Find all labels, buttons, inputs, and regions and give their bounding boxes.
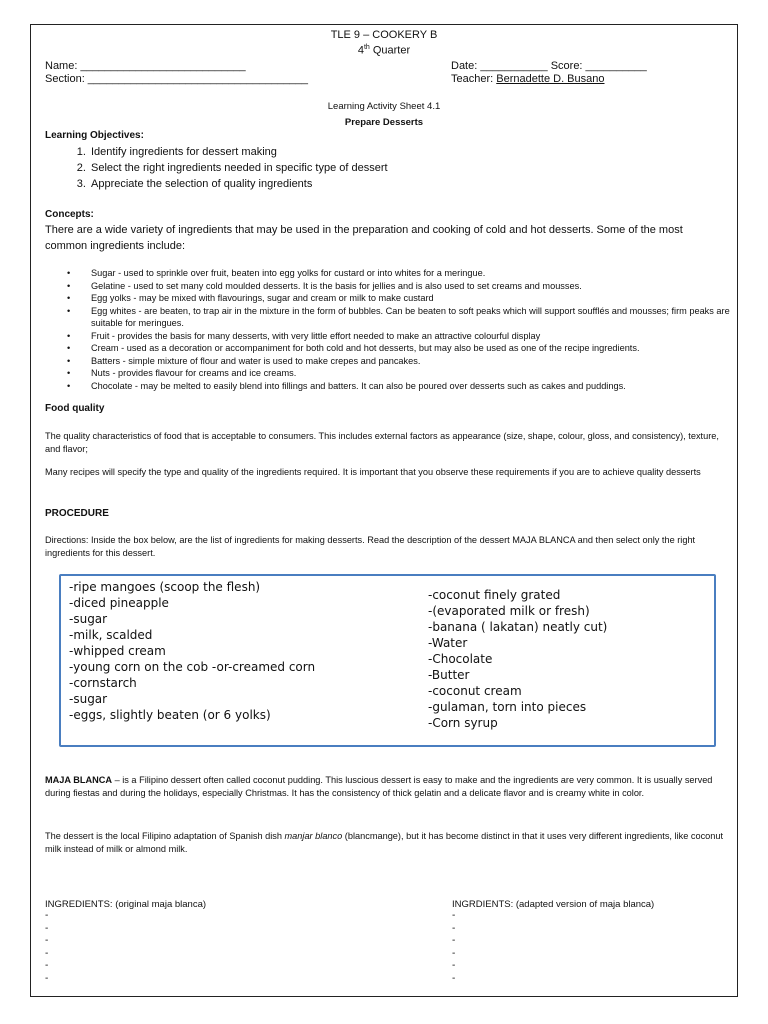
maja-blanca-description: [45, 774, 725, 799]
bullet-item: • Egg yolks - may be mixed with flavourings, sugar and cream or milk to make custard: [91, 292, 741, 305]
concepts-intro: There are a wide variety of ingredients that may be used in the preparation and cooking of cold and hot desserts. Some of the most common ingredients include:: [45, 224, 683, 252]
bullet-item: • Nuts - provides flavour for creams and ice creams.: [91, 367, 741, 380]
ingredient-option[interactable]: -whipped cream: [69, 644, 166, 658]
adaptation-text-pre: The dessert is the local Filipino adaptation of Spanish dish: [45, 831, 285, 841]
teacher-label: Teacher:: [451, 73, 497, 85]
answer-line[interactable]: -: [45, 935, 49, 946]
maja-blanca-name: MAJA BLANCA: [45, 775, 113, 785]
answer-line[interactable]: -: [45, 960, 49, 971]
ingredient-option[interactable]: -Chocolate: [428, 652, 493, 666]
ingredient-option[interactable]: -coconut finely grated: [428, 588, 561, 602]
answer-line[interactable]: -: [452, 910, 456, 921]
ingredient-column-left: [69, 579, 315, 723]
bullet-item: • Gelatine - used to set many cold moulded desserts. It is the basis for jellies and is also used to set creams and mousses.: [91, 280, 741, 293]
quarter-label: Quarter: [369, 44, 411, 57]
food-quality-heading: Food quality: [45, 403, 105, 414]
objective-item: 1. Identify ingredients for dessert making: [89, 144, 388, 160]
adapted-ingredients-answers: [452, 910, 455, 985]
teacher-name: Bernadette D. Busano: [496, 73, 605, 85]
concepts-heading: Concepts:: [45, 209, 94, 220]
teacher-line: [451, 73, 605, 85]
quarter-suffix: th: [363, 44, 370, 51]
adaptation-text-post: (blancmange), but it has become distinct in that it uses very different ingredients, like coconut milk instead of milk or almond milk.: [45, 831, 724, 854]
maja-blanca-text: – is a Filipino dessert often called coconut pudding. This luscious dessert is easy to make and the ingredients are very common. It is usually served during fiestas and during the holidays, especially Christmas. It has the consistency of thick gelatin and a delicate flavor and is creamy white in color.: [45, 775, 713, 798]
procedure-directions: Directions: Inside the box below, are the list of ingredients for making desserts. Read the description of the dessert MAJA BLANCA and then select only the right ingredients for this dessert.: [45, 535, 696, 558]
ingredient-option[interactable]: -cornstarch: [69, 676, 137, 690]
ingredient-option[interactable]: -coconut cream: [428, 684, 522, 698]
bullet-item: • Batters - simple mixture of flour and water is used to make crepes and pancakes.: [91, 355, 741, 368]
topic-title: Prepare Desserts: [344, 117, 424, 128]
ingredient-option[interactable]: -ripe mangoes (scoop the flesh): [69, 580, 261, 594]
ingredient-option[interactable]: -(evaporated milk or fresh): [428, 604, 590, 618]
ingredient-option[interactable]: -sugar: [69, 692, 108, 706]
adapted-ingredients-label: INGRDIENTS: (adapted version of maja blanca): [452, 899, 655, 910]
original-ingredients-label: INGREDIENTS: (original maja blanca): [45, 899, 207, 910]
ingredient-option[interactable]: -diced pineapple: [69, 596, 169, 610]
maja-blanca-adaptation: [45, 830, 725, 855]
answer-line[interactable]: -: [45, 947, 49, 959]
quarter-number: 4: [357, 44, 364, 57]
answer-line[interactable]: -: [452, 935, 456, 946]
ingredient-option[interactable]: -eggs, slightly beaten (or 6 yolks): [69, 708, 271, 722]
ingredient-option[interactable]: -milk, scalded: [69, 628, 153, 642]
answer-line[interactable]: -: [45, 972, 49, 984]
ingredient-option[interactable]: -young corn on the cob -or-creamed corn: [69, 660, 316, 674]
answer-line[interactable]: -: [452, 947, 456, 959]
worksheet-page: [30, 24, 738, 997]
bullet-item: • Fruit - provides the basis for many desserts, with very little effort needed to make an attractive colourful display: [91, 330, 741, 343]
bullet-item: • Egg whites - are beaten, to trap air in the mixture in the form of bubbles. Can be beaten to soft peaks which will support soufflés and mousses; firm peaks are suitable for meringues.: [91, 305, 741, 330]
ingredient-option[interactable]: -Water: [428, 636, 468, 650]
ingredient-option[interactable]: -Corn syrup: [428, 716, 498, 730]
ingredient-option[interactable]: -Butter: [428, 668, 470, 682]
answer-line[interactable]: -: [452, 972, 456, 984]
food-quality-para1: The quality characteristics of food that is acceptable to consumers. This includes external factors as appearance (size, shape, colour, gloss, and consistency), texture, and flavor;: [45, 431, 719, 454]
answer-line[interactable]: -: [45, 922, 49, 934]
ingredients-bullet-list: [65, 267, 741, 392]
ingredient-option[interactable]: -gulaman, torn into pieces: [428, 700, 587, 714]
objectives-list: [69, 144, 388, 192]
procedure-heading: PROCEDURE: [45, 508, 109, 519]
section-field[interactable]: Section: ____________________________________: [45, 73, 309, 85]
bullet-item: • Sugar - used to sprinkle over fruit, beaten into egg yolks for custard or into whites for a meringue.: [91, 267, 741, 280]
bullet-item: • Cream - used as a decoration or accompaniment for both cold and hot desserts, but may also be used as one of the recipe ingredients.: [91, 342, 741, 355]
adaptation-italic-term: manjar blanco: [284, 831, 343, 841]
food-quality-para2: Many recipes will specify the type and quality of the ingredients required. It is important that you observe these requirements if you are to achieve quality desserts: [45, 467, 701, 477]
ingredient-option[interactable]: -banana ( lakatan) neatly cut): [428, 620, 608, 634]
activity-title: Learning Activity Sheet 4.1: [327, 101, 441, 112]
objective-item: 3. Appreciate the selection of quality ingredients: [89, 176, 388, 192]
ingredient-option[interactable]: -sugar: [69, 612, 108, 626]
answer-line[interactable]: -: [452, 960, 456, 971]
answer-line[interactable]: -: [45, 910, 49, 921]
ingredient-column-right: [428, 587, 607, 731]
date-score-field[interactable]: Date: ___________ Score: __________: [451, 60, 647, 72]
quarter-title: [31, 44, 737, 57]
answer-line[interactable]: -: [452, 922, 456, 934]
objectives-heading: Learning Objectives:: [45, 130, 144, 141]
subject-title: TLE 9 – COOKERY B: [330, 29, 438, 41]
original-ingredients-answers: [45, 910, 48, 985]
objective-item: 2. Select the right ingredients needed in specific type of dessert: [89, 160, 388, 176]
ingredient-box: [59, 574, 716, 747]
bullet-item: • Chocolate - may be melted to easily blend into fillings and batters. It can also be poured over desserts such as cakes and puddings.: [91, 380, 741, 393]
name-field[interactable]: Name: ___________________________: [45, 60, 246, 72]
